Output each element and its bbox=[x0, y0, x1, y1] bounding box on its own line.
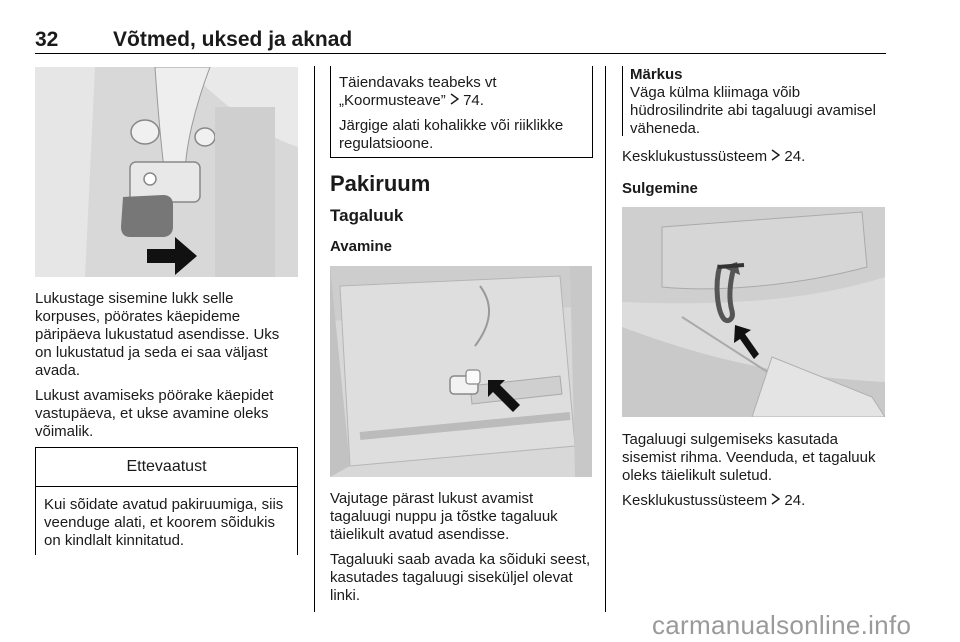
page-ref-arrow-icon bbox=[771, 492, 780, 510]
subsection-title: Tagaluuk bbox=[330, 206, 404, 225]
col3-text bbox=[622, 431, 887, 517]
page-ref-arrow-icon bbox=[450, 92, 459, 110]
tailgate-handle-illustration bbox=[330, 266, 592, 477]
central-locking-ref-1: Kesklukustussüsteem 24. bbox=[622, 148, 806, 165]
info-note-line2: „Koormusteave” 74. bbox=[339, 92, 484, 109]
opening-heading: Avamine bbox=[330, 238, 392, 255]
col2-text bbox=[330, 490, 595, 612]
page-title: Võtmed, uksed ja aknad bbox=[113, 28, 353, 51]
column-divider-right bbox=[605, 66, 606, 612]
col1-text bbox=[35, 290, 300, 448]
page-ref-arrow-icon bbox=[771, 148, 780, 166]
info-note-box bbox=[330, 66, 593, 158]
info-note-text bbox=[339, 74, 589, 153]
remark-text: Väga külma kliimaga võib hüdrosilindrite abi tagaluugi avamisel väheneda. bbox=[630, 84, 876, 137]
interior-link-para: Tagaluuki saab avada ka sõiduki seest, kasutades tagaluugi siseküljel olevat linki. bbox=[330, 551, 591, 604]
caution-text: Kui sõidate avatud pakiruumiga, siis veenduge alati, et koorem sõidukis on kindlalt kinnitatud. bbox=[44, 496, 284, 549]
interior-lock-drawing bbox=[35, 67, 298, 277]
interior-lock-illustration bbox=[35, 67, 298, 277]
remark-title: Märkus bbox=[630, 66, 683, 83]
info-note-para2: Järgige alati kohalikke või riiklikke regulatsioone. bbox=[339, 117, 564, 152]
section-title: Pakiruum bbox=[330, 171, 431, 196]
lock-instruction-para: Lukustage sisemine lukk selle korpuses, pöörates käepideme päripäeva lukustatud asendisse. Uks on lukustatud ja seda ei saa väljast avada. bbox=[35, 290, 280, 379]
info-note-ref-link[interactable]: 74. bbox=[463, 92, 484, 109]
opening-instruction-para: Vajutage pärast lukust avamist tagaluugi nuppu ja tõstke tagaluuk täielikult avatud asendisse. bbox=[330, 490, 558, 543]
info-note-line1: Täiendavaks teabeks vt bbox=[339, 74, 497, 91]
note-side-rule bbox=[622, 66, 623, 136]
central-locking-ref-1-link[interactable]: 24. bbox=[784, 148, 806, 165]
central-locking-ref-2: Kesklukustussüsteem 24. bbox=[622, 492, 806, 509]
tailgate-handle-drawing bbox=[330, 266, 592, 477]
remark-note bbox=[630, 66, 890, 138]
unlock-instruction-para: Lukust avamiseks pöörake käepidet vastupäeva, et ukse avamine oleks võimalik. bbox=[35, 387, 274, 440]
central-locking-ref-2-link[interactable]: 24. bbox=[784, 492, 806, 509]
tailgate-strap-drawing bbox=[622, 207, 885, 417]
tailgate-strap-illustration bbox=[622, 207, 885, 417]
caution-divider bbox=[36, 486, 297, 487]
page-number: 32 bbox=[35, 28, 59, 51]
watermark: carmanualsonline.info bbox=[652, 610, 912, 640]
header-rule bbox=[35, 53, 886, 54]
column-divider-left bbox=[314, 66, 315, 612]
caution-box bbox=[35, 447, 298, 555]
closing-heading: Sulgemine bbox=[622, 180, 698, 197]
closing-instruction-para: Tagaluugi sulgemiseks kasutada sisemist rihma. Veenduda, et tagaluuk oleks täielikult suletud. bbox=[622, 431, 876, 484]
caution-title: Ettevaatust bbox=[126, 458, 207, 475]
